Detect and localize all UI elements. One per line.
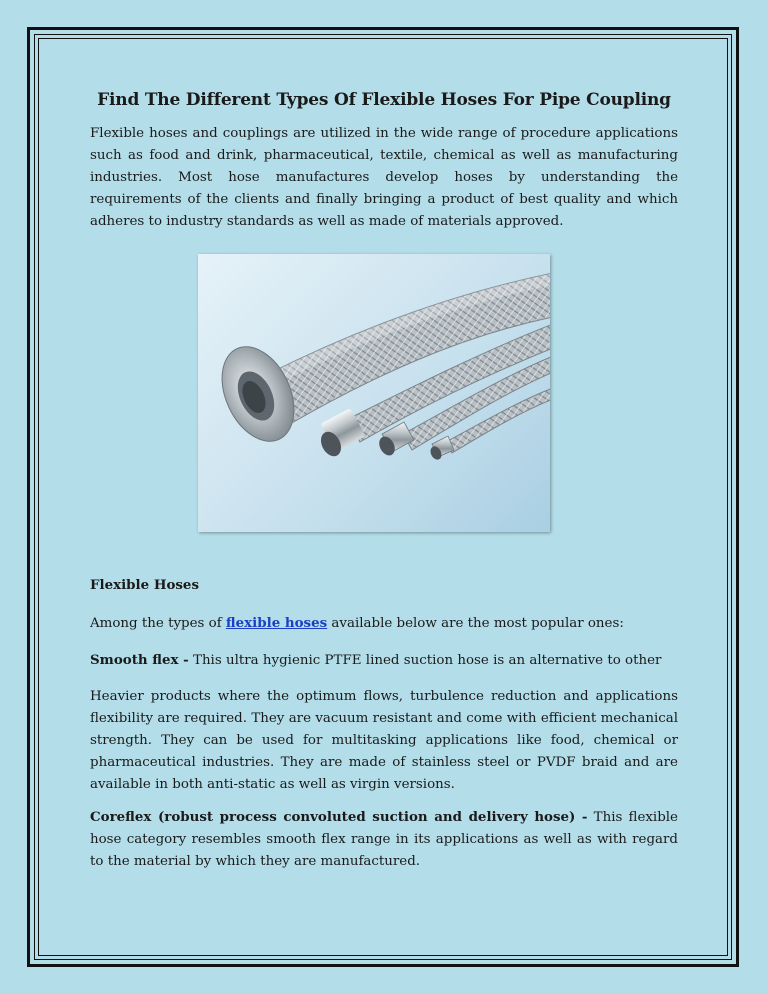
coreflex-text: This flexible hose category resembles smooth flex range in its applications as well as with regard to the material by which they are manufactured. [90, 810, 678, 869]
smooth-flex-text: This ultra hygienic PTFE lined suction hose is an alternative to other [188, 653, 662, 668]
types-intro-before: Among the types of [90, 616, 226, 631]
flexible-hoses-link[interactable]: flexible hoses [225, 615, 328, 631]
heavier-products-paragraph: Heavier products where the optimum flows, turbulence reduction and applications flexibility are required. They are vacuum resistant and come with efficient mechanical strength. They can be used for multitasking applications like food, chemical or pharmaceutical industries. They are made of stainless steel or PVDF braid and are available in both anti-static as well as virgin versions. [90, 689, 678, 792]
flexible-hoses-photo [198, 254, 550, 532]
types-intro-paragraph [90, 612, 678, 635]
coreflex-paragraph [90, 806, 678, 873]
types-intro-after: available below are the most popular ones: [327, 616, 624, 631]
document-body [90, 90, 678, 883]
smooth-flex-label: Smooth flex - [90, 652, 189, 668]
section-heading: Flexible Hoses [90, 577, 199, 593]
smooth-flex-paragraph [90, 649, 678, 672]
intro-paragraph: Flexible hoses and couplings are utilized in the wide range of procedure applications such as food and drink, pharmaceutical, textile, chemical as well as manufacturing industries. Most hose manufactures develop hoses by understanding the requirements of the clients and finally bringing a product of best quality and which adheres to industry standards as well as made of materials approved. [90, 126, 678, 229]
coreflex-label: Coreflex (robust process convoluted suction and delivery hose) - [90, 809, 588, 825]
document-title: Find The Different Types Of Flexible Hoses For Pipe Coupling [97, 90, 671, 110]
hoses-illustration [198, 254, 550, 532]
